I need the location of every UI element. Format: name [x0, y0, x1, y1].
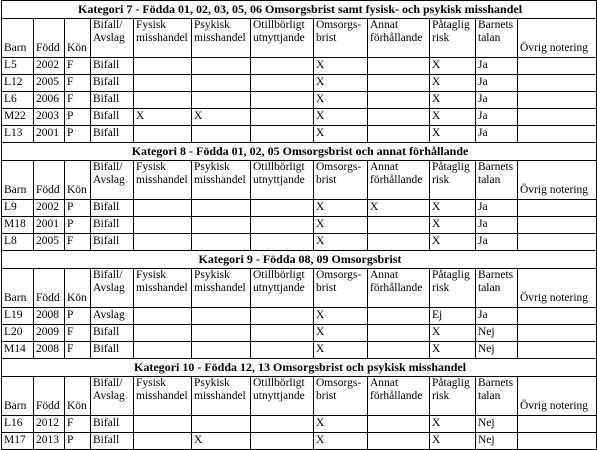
cell-annat	[368, 75, 430, 92]
cell-kon: P	[65, 433, 91, 450]
cell-kon: F	[65, 58, 91, 75]
table-row	[2, 416, 597, 433]
column-header-line: Fysisk	[136, 19, 167, 31]
cell-pataglig: X	[430, 325, 476, 342]
table-row	[2, 342, 597, 359]
column-header-bifall	[91, 377, 134, 416]
cell-pataglig: X	[430, 109, 476, 126]
cell-fysisk	[134, 126, 192, 143]
column-header-line: risk	[432, 282, 450, 294]
cell-ovrig	[518, 416, 597, 433]
cell-ovrig	[518, 325, 597, 342]
cell-pataglig: X	[430, 217, 476, 234]
cell-barnets: Ja	[476, 217, 518, 234]
cell-omsorgs: X	[314, 126, 368, 143]
column-header-fodd: Född	[34, 161, 65, 200]
cell-omsorgs: X	[314, 200, 368, 217]
cell-fysisk: X	[134, 109, 192, 126]
column-header-row	[2, 161, 597, 200]
cell-omsorgs: X	[314, 58, 368, 75]
column-header-psykisk	[192, 269, 251, 308]
column-header-fysisk	[134, 19, 192, 58]
cell-fodd: 2005	[34, 75, 65, 92]
cell-otillborligt	[251, 109, 314, 126]
column-header-line: Bifall/	[93, 377, 123, 389]
column-header-pataglig	[430, 377, 476, 416]
column-header-otillborligt	[251, 161, 314, 200]
table-row	[2, 325, 597, 342]
column-header-line: misshandel	[194, 32, 246, 44]
cell-omsorgs: X	[314, 416, 368, 433]
cell-annat	[368, 342, 430, 359]
cell-otillborligt	[251, 75, 314, 92]
column-header-fysisk	[134, 161, 192, 200]
cell-pataglig: X	[430, 342, 476, 359]
column-header-barn: Barn	[2, 19, 34, 58]
cell-bifall: Bifall	[91, 200, 134, 217]
column-header-ovrig: Övrig notering	[518, 161, 597, 200]
cell-fysisk	[134, 416, 192, 433]
column-header-line: Annat	[370, 19, 399, 31]
column-header-line: Otillbörligt	[253, 377, 305, 389]
cell-psykisk	[192, 58, 251, 75]
cell-fodd: 2012	[34, 416, 65, 433]
cell-kon: F	[65, 342, 91, 359]
cell-pataglig: X	[430, 75, 476, 92]
cell-barn: L19	[2, 308, 34, 325]
cell-otillborligt	[251, 308, 314, 325]
cell-barn: M22	[2, 109, 34, 126]
cell-bifall: Bifall	[91, 342, 134, 359]
column-header-line: misshandel	[136, 390, 188, 402]
column-header-ovrig: Övrig notering	[518, 269, 597, 308]
cell-psykisk	[192, 342, 251, 359]
cell-fysisk	[134, 234, 192, 251]
table-row	[2, 234, 597, 251]
column-header-line: risk	[432, 32, 450, 44]
cell-psykisk: X	[192, 109, 251, 126]
category-table	[1, 0, 597, 450]
column-header-line: talan	[478, 174, 501, 186]
column-header-kon: Kön	[65, 377, 91, 416]
cell-bifall: Bifall	[91, 92, 134, 109]
column-header-line: Påtaglig	[432, 269, 470, 281]
cell-barn: L16	[2, 416, 34, 433]
column-header-line: Bifall/	[93, 269, 123, 281]
cell-fysisk	[134, 325, 192, 342]
cell-psykisk	[192, 217, 251, 234]
cell-annat	[368, 308, 430, 325]
cell-kon: P	[65, 109, 91, 126]
cell-barn: M14	[2, 342, 34, 359]
category-title: Kategori 8 - Födda 01, 02, 05 Omsorgsbrist och annat förhållande	[2, 143, 597, 161]
cell-barn: L8	[2, 234, 34, 251]
category-title-row	[2, 1, 597, 19]
column-header-line: brist	[316, 32, 337, 44]
cell-pataglig: Ej	[430, 308, 476, 325]
column-header-line: förhållande	[370, 32, 423, 44]
cell-fodd: 2002	[34, 58, 65, 75]
cell-pataglig: X	[430, 92, 476, 109]
cell-kon: F	[65, 325, 91, 342]
column-header-row	[2, 269, 597, 308]
cell-omsorgs: X	[314, 325, 368, 342]
column-header-annat	[368, 19, 430, 58]
column-header-line: Omsorgs-	[316, 377, 362, 389]
column-header-barn: Barn	[2, 377, 34, 416]
table-row	[2, 433, 597, 450]
cell-omsorgs: X	[314, 92, 368, 109]
column-header-omsorgs	[314, 377, 368, 416]
column-header-line: Annat	[370, 269, 399, 281]
table-row	[2, 308, 597, 325]
cell-kon: P	[65, 126, 91, 143]
cell-fodd: 2009	[34, 325, 65, 342]
column-header-line: förhållande	[370, 174, 423, 186]
column-header-annat	[368, 161, 430, 200]
column-header-line: Fysisk	[136, 377, 167, 389]
cell-barnets: Nej	[476, 416, 518, 433]
column-header-psykisk	[192, 161, 251, 200]
cell-ovrig	[518, 126, 597, 143]
column-header-pataglig	[430, 19, 476, 58]
cell-pataglig: X	[430, 234, 476, 251]
column-header-line: brist	[316, 174, 337, 186]
cell-barnets: Ja	[476, 234, 518, 251]
cell-barnets: Nej	[476, 433, 518, 450]
column-header-line: misshandel	[194, 390, 246, 402]
column-header-psykisk	[192, 377, 251, 416]
column-header-line: Fysisk	[136, 269, 167, 281]
column-header-barnets	[476, 269, 518, 308]
cell-omsorgs: X	[314, 308, 368, 325]
column-header-line: brist	[316, 282, 337, 294]
cell-annat	[368, 109, 430, 126]
column-header-omsorgs	[314, 269, 368, 308]
column-header-otillborligt	[251, 269, 314, 308]
category-title: Kategori 10 - Födda 12, 13 Omsorgsbrist och psykisk misshandel	[2, 359, 597, 377]
column-header-line: Psykisk	[194, 161, 230, 173]
cell-fodd: 2001	[34, 217, 65, 234]
cell-annat: X	[368, 200, 430, 217]
cell-fysisk	[134, 433, 192, 450]
cell-bifall: Bifall	[91, 234, 134, 251]
cell-otillborligt	[251, 200, 314, 217]
column-header-annat	[368, 269, 430, 308]
column-header-line: Avslag	[93, 174, 125, 186]
column-header-bifall	[91, 19, 134, 58]
column-header-line: misshandel	[194, 174, 246, 186]
column-header-line: Barnets	[478, 269, 514, 281]
column-header-line: Bifall/	[93, 161, 123, 173]
column-header-fodd: Född	[34, 377, 65, 416]
column-header-psykisk	[192, 19, 251, 58]
cell-omsorgs: X	[314, 234, 368, 251]
cell-barn: M17	[2, 433, 34, 450]
column-header-kon: Kön	[65, 161, 91, 200]
column-header-line: misshandel	[136, 174, 188, 186]
cell-bifall: Bifall	[91, 217, 134, 234]
cell-psykisk	[192, 126, 251, 143]
cell-ovrig	[518, 200, 597, 217]
cell-fodd: 2006	[34, 92, 65, 109]
table-row	[2, 92, 597, 109]
column-header-ovrig: Övrig notering	[518, 377, 597, 416]
cell-otillborligt	[251, 325, 314, 342]
column-header-line: Annat	[370, 161, 399, 173]
column-header-line: Påtaglig	[432, 377, 470, 389]
column-header-pataglig	[430, 161, 476, 200]
column-header-barn: Barn	[2, 161, 34, 200]
cell-omsorgs: X	[314, 109, 368, 126]
column-header-bifall	[91, 269, 134, 308]
column-header-line: Psykisk	[194, 269, 230, 281]
column-header-line: utnyttjande	[253, 174, 305, 186]
cell-kon: P	[65, 308, 91, 325]
column-header-line: risk	[432, 174, 450, 186]
column-header-line: Avslag	[93, 32, 125, 44]
cell-barnets: Ja	[476, 92, 518, 109]
cell-barnets: Nej	[476, 325, 518, 342]
column-header-fysisk	[134, 269, 192, 308]
column-header-row	[2, 377, 597, 416]
cell-fysisk	[134, 217, 192, 234]
table-row	[2, 217, 597, 234]
cell-omsorgs: X	[314, 342, 368, 359]
cell-otillborligt	[251, 416, 314, 433]
cell-fodd: 2008	[34, 342, 65, 359]
column-header-row	[2, 19, 597, 58]
cell-bifall: Avslag	[91, 308, 134, 325]
cell-ovrig	[518, 308, 597, 325]
column-header-line: misshandel	[194, 282, 246, 294]
cell-fysisk	[134, 308, 192, 325]
column-header-line: Barnets	[478, 377, 514, 389]
column-header-barn: Barn	[2, 269, 34, 308]
column-header-line: Fysisk	[136, 161, 167, 173]
column-header-pataglig	[430, 269, 476, 308]
cell-otillborligt	[251, 126, 314, 143]
cell-ovrig	[518, 92, 597, 109]
table-row	[2, 58, 597, 75]
column-header-line: brist	[316, 390, 337, 402]
cell-annat	[368, 234, 430, 251]
cell-barn: L5	[2, 58, 34, 75]
cell-fodd: 2001	[34, 126, 65, 143]
column-header-line: utnyttjande	[253, 32, 305, 44]
column-header-line: förhållande	[370, 282, 423, 294]
column-header-line: Barnets	[478, 19, 514, 31]
cell-barnets: Nej	[476, 342, 518, 359]
column-header-line: Psykisk	[194, 377, 230, 389]
column-header-line: Otillbörligt	[253, 19, 305, 31]
cell-pataglig: X	[430, 433, 476, 450]
cell-psykisk	[192, 234, 251, 251]
column-header-kon: Kön	[65, 19, 91, 58]
cell-annat	[368, 126, 430, 143]
cell-psykisk	[192, 200, 251, 217]
cell-annat	[368, 325, 430, 342]
column-header-omsorgs	[314, 19, 368, 58]
column-header-line: misshandel	[136, 32, 188, 44]
column-header-line: Avslag	[93, 282, 125, 294]
cell-otillborligt	[251, 234, 314, 251]
cell-kon: P	[65, 217, 91, 234]
cell-barnets: Ja	[476, 200, 518, 217]
cell-annat	[368, 433, 430, 450]
cell-psykisk: X	[192, 433, 251, 450]
column-header-line: risk	[432, 390, 450, 402]
cell-bifall: Bifall	[91, 325, 134, 342]
cell-pataglig: X	[430, 58, 476, 75]
cell-ovrig	[518, 234, 597, 251]
table-row	[2, 200, 597, 217]
column-header-fodd: Född	[34, 269, 65, 308]
column-header-fodd: Född	[34, 19, 65, 58]
cell-otillborligt	[251, 342, 314, 359]
cell-omsorgs: X	[314, 217, 368, 234]
cell-ovrig	[518, 58, 597, 75]
cell-pataglig: X	[430, 126, 476, 143]
cell-fodd: 2005	[34, 234, 65, 251]
column-header-barnets	[476, 161, 518, 200]
column-header-line: Otillbörligt	[253, 269, 305, 281]
cell-fysisk	[134, 92, 192, 109]
cell-otillborligt	[251, 92, 314, 109]
column-header-ovrig: Övrig notering	[518, 19, 597, 58]
cell-fysisk	[134, 342, 192, 359]
cell-barnets: Ja	[476, 308, 518, 325]
column-header-annat	[368, 377, 430, 416]
column-header-line: Barnets	[478, 161, 514, 173]
column-header-barnets	[476, 19, 518, 58]
cell-fodd: 2008	[34, 308, 65, 325]
category-title-row	[2, 359, 597, 377]
column-header-line: Påtaglig	[432, 19, 470, 31]
column-header-line: Otillbörligt	[253, 161, 305, 173]
column-header-line: Omsorgs-	[316, 19, 362, 31]
column-header-fysisk	[134, 377, 192, 416]
column-header-line: talan	[478, 32, 501, 44]
table-row	[2, 109, 597, 126]
cell-ovrig	[518, 217, 597, 234]
column-header-line: talan	[478, 390, 501, 402]
cell-bifall: Bifall	[91, 416, 134, 433]
cell-psykisk	[192, 92, 251, 109]
cell-bifall: Bifall	[91, 433, 134, 450]
cell-psykisk	[192, 308, 251, 325]
column-header-line: utnyttjande	[253, 390, 305, 402]
cell-ovrig	[518, 433, 597, 450]
column-header-line: Påtaglig	[432, 161, 470, 173]
cell-kon: P	[65, 200, 91, 217]
category-title: Kategori 7 - Födda 01, 02, 03, 05, 06 Omsorgsbrist samt fysisk- och psykisk misshandel	[2, 1, 597, 19]
cell-barn: L13	[2, 126, 34, 143]
cell-barnets: Ja	[476, 58, 518, 75]
column-header-bifall	[91, 161, 134, 200]
cell-kon: F	[65, 416, 91, 433]
cell-fysisk	[134, 58, 192, 75]
cell-fodd: 2002	[34, 200, 65, 217]
column-header-line: utnyttjande	[253, 282, 305, 294]
cell-barnets: Ja	[476, 109, 518, 126]
category-title-row	[2, 143, 597, 161]
column-header-line: Psykisk	[194, 19, 230, 31]
column-header-kon: Kön	[65, 269, 91, 308]
category-title: Kategori 9 - Födda 08, 09 Omsorgsbrist	[2, 251, 597, 269]
cell-annat	[368, 217, 430, 234]
cell-ovrig	[518, 342, 597, 359]
column-header-line: Omsorgs-	[316, 269, 362, 281]
cell-barn: L12	[2, 75, 34, 92]
cell-bifall: Bifall	[91, 75, 134, 92]
cell-fysisk	[134, 75, 192, 92]
cell-barn: L9	[2, 200, 34, 217]
cell-psykisk	[192, 75, 251, 92]
cell-fodd: 2003	[34, 109, 65, 126]
cell-annat	[368, 92, 430, 109]
column-header-line: Avslag	[93, 390, 125, 402]
column-header-line: talan	[478, 282, 501, 294]
cell-otillborligt	[251, 217, 314, 234]
cell-barnets: Ja	[476, 75, 518, 92]
cell-barn: M18	[2, 217, 34, 234]
table-row	[2, 126, 597, 143]
cell-barnets: Ja	[476, 126, 518, 143]
cell-otillborligt	[251, 433, 314, 450]
column-header-barnets	[476, 377, 518, 416]
table-body	[2, 1, 597, 450]
cell-barn: L20	[2, 325, 34, 342]
cell-fodd: 2013	[34, 433, 65, 450]
cell-pataglig: X	[430, 416, 476, 433]
cell-bifall: Bifall	[91, 109, 134, 126]
cell-psykisk	[192, 325, 251, 342]
column-header-otillborligt	[251, 19, 314, 58]
cell-ovrig	[518, 75, 597, 92]
cell-bifall: Bifall	[91, 58, 134, 75]
column-header-omsorgs	[314, 161, 368, 200]
cell-kon: F	[65, 92, 91, 109]
cell-bifall: Bifall	[91, 126, 134, 143]
table-row	[2, 75, 597, 92]
cell-kon: F	[65, 75, 91, 92]
column-header-line: misshandel	[136, 282, 188, 294]
category-title-row	[2, 251, 597, 269]
column-header-otillborligt	[251, 377, 314, 416]
cell-pataglig: X	[430, 200, 476, 217]
cell-barn: L6	[2, 92, 34, 109]
column-header-line: Omsorgs-	[316, 161, 362, 173]
cell-psykisk	[192, 416, 251, 433]
column-header-line: Bifall/	[93, 19, 123, 31]
cell-omsorgs: X	[314, 433, 368, 450]
cell-annat	[368, 58, 430, 75]
cell-fysisk	[134, 200, 192, 217]
column-header-line: Annat	[370, 377, 399, 389]
cell-annat	[368, 416, 430, 433]
cell-kon: F	[65, 234, 91, 251]
column-header-line: förhållande	[370, 390, 423, 402]
cell-ovrig	[518, 109, 597, 126]
cell-otillborligt	[251, 58, 314, 75]
cell-omsorgs: X	[314, 75, 368, 92]
